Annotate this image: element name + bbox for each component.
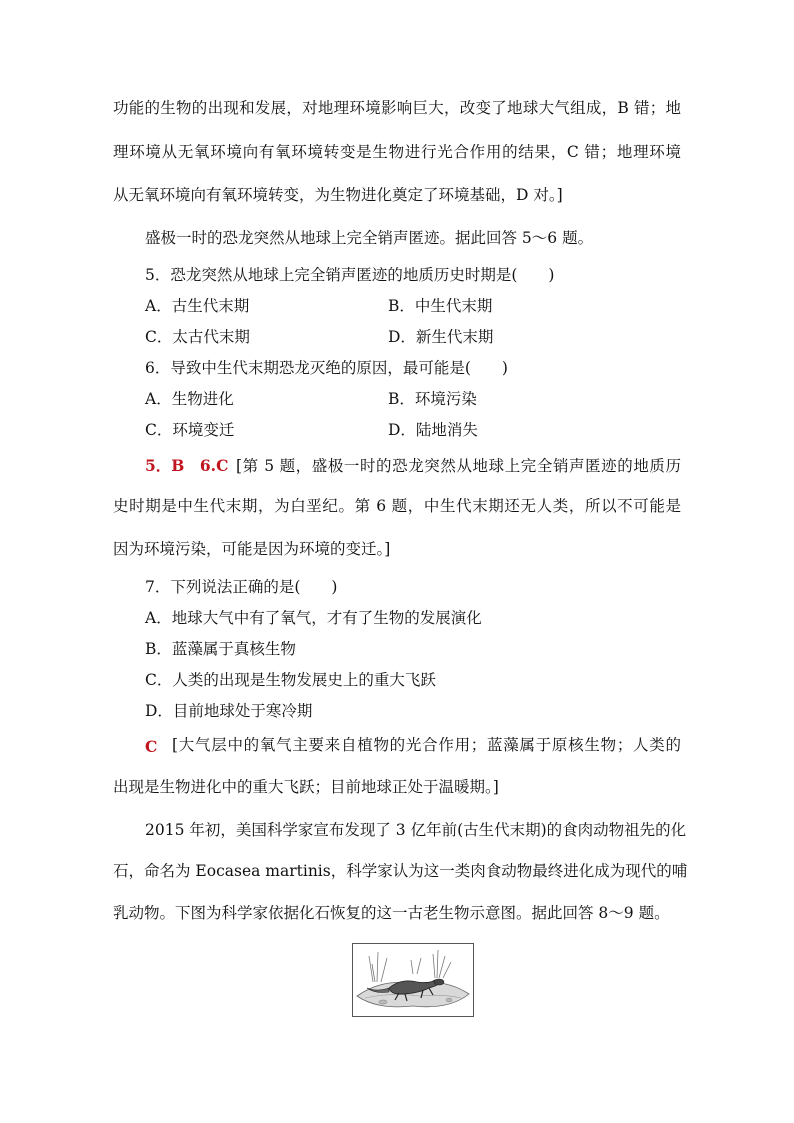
passage-5-6: 盛极一时的恐龙突然从地球上完全销声匿迹。据此回答 5～6 题。 xyxy=(145,229,594,247)
answer-5-6-line-1: [第 5 题，盛极一时的恐龙突然从地球上完全销声匿迹的地质历 xyxy=(236,457,681,475)
question-6-option-a: A．生物进化 xyxy=(145,390,234,408)
question-7-stem: 7．下列说法正确的是( ) xyxy=(145,578,338,596)
question-5-stem: 5．恐龙突然从地球上完全销声匿迹的地质历史时期是( ) xyxy=(145,266,555,284)
question-5-option-a: A．古生代末期 xyxy=(145,297,250,315)
question-7-option-c: C．人类的出现是生物发展史上的重大飞跃 xyxy=(145,671,436,689)
answer-5-6-line-2: 史时期是中生代末期，为白垩纪。第 6 题，中生代末期还无人类，所以不可能是 xyxy=(113,497,681,515)
question-7-option-a: A．地球大气中有了氧气，才有了生物的发展演化 xyxy=(145,609,482,627)
question-5-option-b: B．中生代末期 xyxy=(388,297,493,315)
question-5-option-d: D．新生代末期 xyxy=(388,328,494,346)
question-6-option-b: B．环境污染 xyxy=(388,390,477,408)
intro-line-1: 功能的生物的出现和发展，对地理环境影响巨大，改变了地球大气组成，B 错；地 xyxy=(113,99,681,117)
answer-7-line-2: 出现是生物进化中的重大飞跃；目前地球正处于温暖期。] xyxy=(113,778,499,796)
passage-8-9-line-3: 乳动物。下图为科学家依据化石恢复的这一古老生物示意图。据此回答 8～9 题。 xyxy=(113,904,670,922)
question-5-option-c: C．太古代末期 xyxy=(145,328,250,346)
question-6-option-d: D．陆地消失 xyxy=(388,421,478,439)
passage-8-9-line-1: 2015 年初，美国科学家宣布发现了 3 亿年前(古生代末期)的食肉动物祖先的化 xyxy=(145,821,687,839)
question-6-option-c: C．环境变迁 xyxy=(145,421,235,439)
question-7-option-b: B．蓝藻属于真核生物 xyxy=(145,640,296,658)
answer-5-6-line-3: 因为环境污染，可能是因为环境的变迁。] xyxy=(113,540,391,558)
question-6-stem: 6．导致中生代末期恐龙灭绝的原因，最可能是( ) xyxy=(145,359,508,377)
eocasea-illustration xyxy=(352,943,474,1017)
question-7-option-d: D．目前地球处于寒冷期 xyxy=(145,702,313,720)
intro-line-3: 从无氧环境向有氧环境转变，为生物进化奠定了环境基础，D 对。] xyxy=(113,186,563,204)
passage-8-9-line-2: 石，命名为 Eocasea martinis，科学家认为这一类肉食动物最终进化成为现代的哺 xyxy=(113,862,688,880)
answer-7-line-1: [大气层中的氧气主要来自植物的光合作用；蓝藻属于原核生物；人类的 xyxy=(172,736,681,754)
reptile-sketch-icon xyxy=(353,944,473,1016)
answer-5-6-key: 5．B 6.C xyxy=(145,456,229,475)
intro-line-2: 理环境从无氧环境向有氧环境转变是生物进行光合作用的结果，C 错；地理环境 xyxy=(113,143,681,161)
answer-7-key: C xyxy=(145,737,158,756)
